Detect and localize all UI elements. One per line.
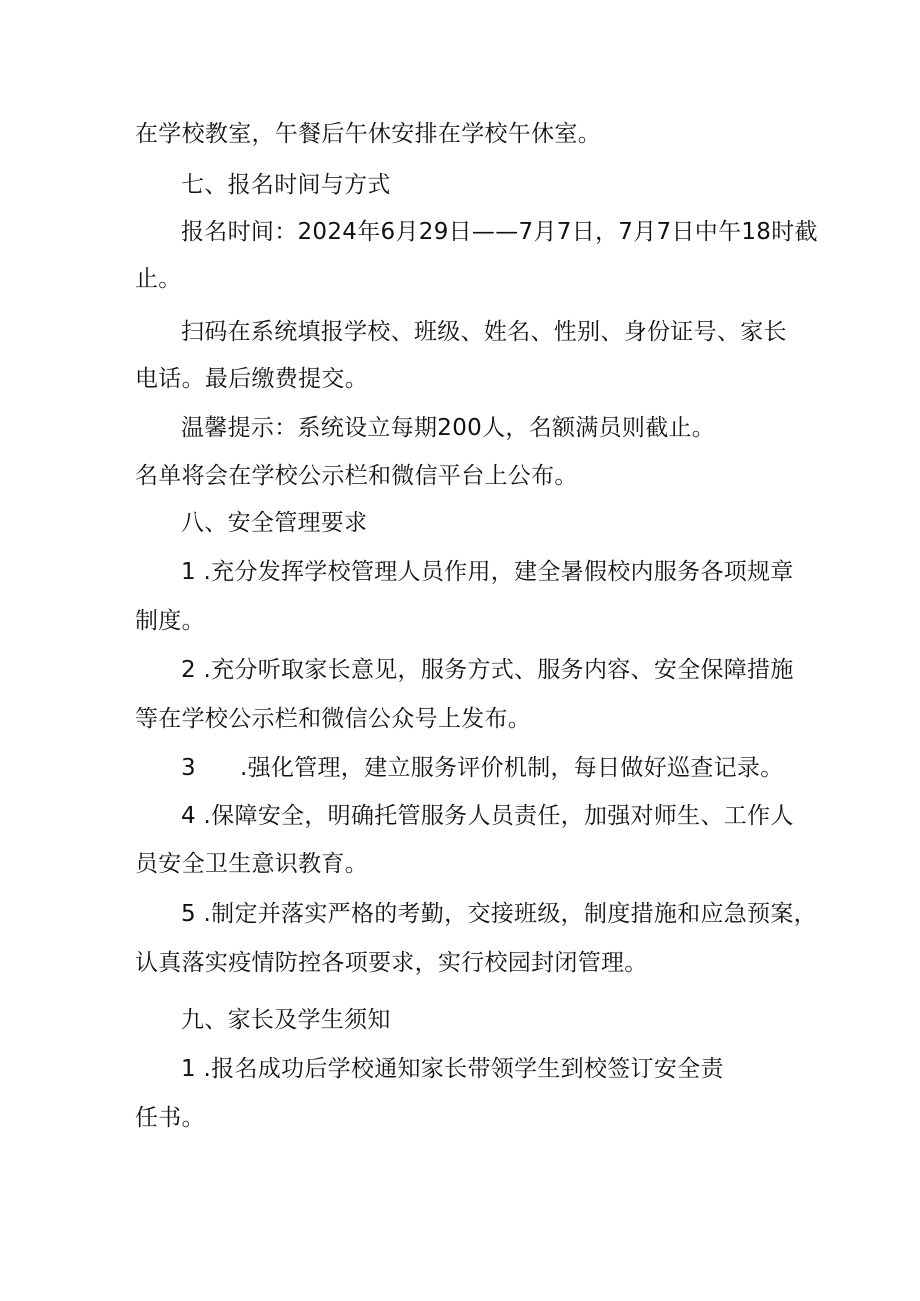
- list-item: 2 .充分听取家长意见，服务方式、服务内容、安全保障措施: [181, 657, 794, 683]
- text-line: 止。: [135, 266, 182, 292]
- text-line: 员安全卫生意识教育。: [135, 851, 368, 877]
- text-line: 制度。: [135, 608, 205, 634]
- text-line: 名单将会在学校公示栏和微信平台上公布。: [135, 463, 578, 489]
- text-line: 在学校教室，午餐后午休安排在学校午休室。: [135, 121, 601, 147]
- list-item: 5 .制定并落实严格的考勤，交接班级，制度措施和应急预案，: [181, 901, 817, 927]
- list-item: .强化管理，建立服务评价机制，每日做好巡查记录。: [240, 755, 784, 781]
- text-line: 任书。: [135, 1105, 205, 1131]
- text-line: 报名时间：2024年6月29日——7月7日，7月7日中午18时截: [181, 219, 818, 245]
- section-heading: 八、安全管理要求: [181, 510, 368, 536]
- list-item: 1 .充分发挥学校管理人员作用，建全暑假校内服务各项规章: [181, 559, 794, 585]
- list-item-number: 3: [181, 755, 196, 781]
- list-item: 4 .保障安全，明确托管服务人员责任，加强对师生、工作人: [181, 803, 794, 829]
- section-heading: 七、报名时间与方式: [181, 172, 391, 198]
- list-item: 1 .报名成功后学校通知家长带领学生到校签订安全责: [181, 1056, 724, 1082]
- text-line: 扫码在系统填报学校、班级、姓名、性别、身份证号、家长: [181, 319, 787, 345]
- section-heading: 九、家长及学生须知: [181, 1007, 391, 1033]
- text-line: 温馨提示：系统设立每期200人，名额满员则截止。: [181, 415, 716, 441]
- text-line: 认真落实疫情防控各项要求，实行校园封闭管理。: [135, 950, 648, 976]
- text-line: 等在学校公示栏和微信公众号上发布。: [135, 706, 532, 732]
- text-line: 电话。最后缴费提交。: [135, 366, 368, 392]
